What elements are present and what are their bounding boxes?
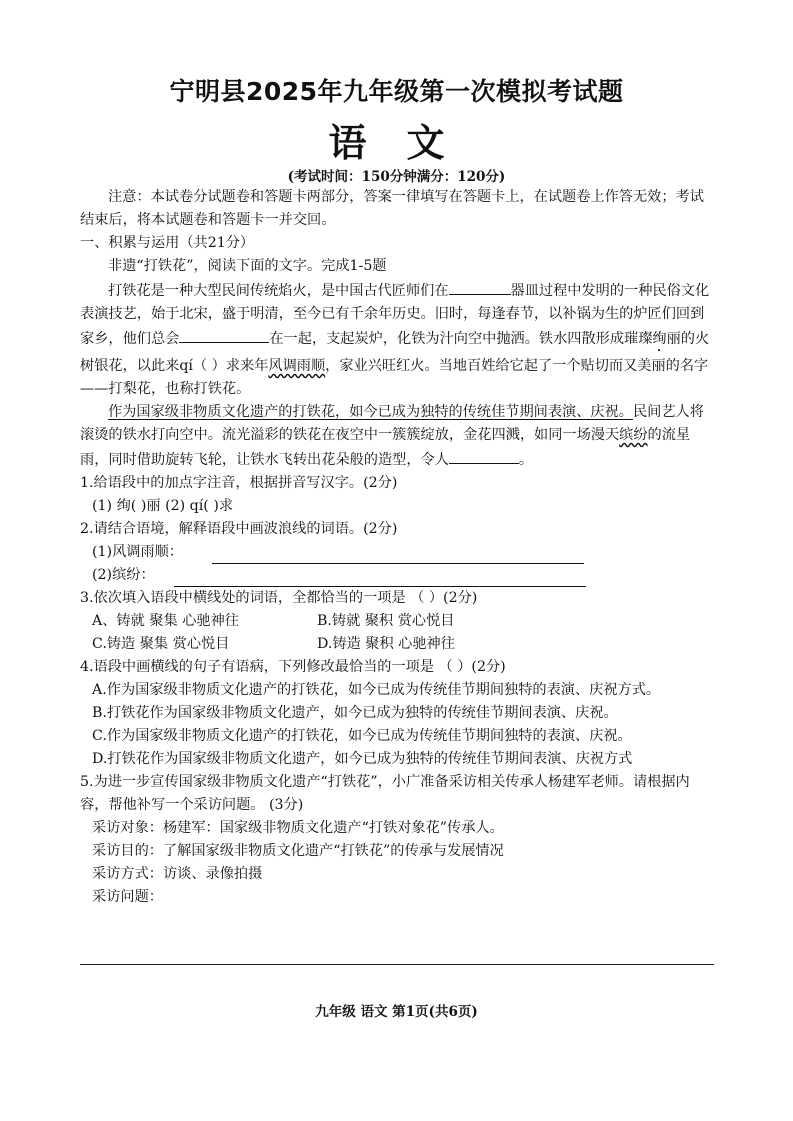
exam-notice: 注意：本试卷分试题卷和答题卡两部分，答案一律填写在答题卡上，在试题卷上作答无效；考试结束后，将本试题卷和答题卡一并交回。 <box>80 189 704 228</box>
fill-blank-2 <box>179 326 269 343</box>
answer-line <box>212 545 584 564</box>
question-1-items: (1) 绚( )丽 (2) qí( )求 <box>92 498 234 514</box>
question-4-option-b: B.打铁花作为国家级非物质文化遗产，如今已成为独特的传统佳节期间表演、庆祝。 <box>92 705 618 721</box>
text-run: 。 <box>518 452 534 468</box>
reading-paragraph-1 <box>80 278 712 401</box>
question-2-item-2 <box>80 564 712 587</box>
question-4-option-a: A.作为国家级非物质文化遗产的打铁花，如今已成为传统佳节期间独特的表演、庆祝方式。 <box>92 682 661 698</box>
item-label: (2)缤纷： <box>92 567 155 583</box>
text-run: 打铁花是一种大型民间传统焰火，是中国古代匠师们在 <box>108 283 449 299</box>
text-run: 在一起，支起炭炉，化铁为汁向空中抛洒。铁水四散形成璀璨 <box>269 331 653 347</box>
option-a: A、铸就 聚集 心驰神往 <box>92 613 239 629</box>
exam-time-info: (考试时间：150分钟满分：120分) <box>287 169 506 185</box>
question-4: 4.语段中画横线的句子有语病，下列修改最恰当的一项是 （ ）(2分) <box>80 659 506 675</box>
answer-line <box>174 568 586 587</box>
question-3-options-row-1 <box>80 610 712 633</box>
reading-paragraph-2 <box>80 401 712 472</box>
subject-title: 语文 <box>328 121 485 165</box>
wavy-phrase: 风调雨顺 <box>268 358 326 374</box>
text-run: （ ）求来年 <box>192 358 269 374</box>
interview-purpose: 采访目的：了解国家级非物质文化遗产“打铁花”的传承与发展情况 <box>92 843 504 859</box>
exam-title: 宁明县2025年九年级第一次模拟考试题 <box>169 77 624 106</box>
question-5: 5.为进一步宣传国家级非物质文化遗产“打铁花”，小广准备采访相关传承人杨建军老师。请根据内容，帮他补写一个采访问题。 (3分) <box>80 774 690 813</box>
section-heading: 一、积累与运用（共21分） <box>80 235 255 251</box>
question-4-option-d: D.打铁花作为国家级非物质文化遗产，如今已成为独特的传统佳节期间表演、庆祝方式 <box>92 751 633 767</box>
interview-method: 采访方式：访谈、录像拍摄 <box>92 866 263 882</box>
pinyin-text: qí <box>179 358 193 374</box>
wavy-phrase: 缤纷 <box>619 427 648 443</box>
fill-blank-1 <box>449 278 511 295</box>
option-d: D.铸造 聚积 心驰神往 <box>317 636 455 652</box>
question-4-option-c: C.作为国家级非物质文化遗产的打铁花，如今已成为传统佳节期间独特的表演、庆祝。 <box>92 728 632 744</box>
fill-blank-3 <box>449 447 519 464</box>
interview-question: 采访问题： <box>92 889 163 905</box>
text-run: ，家业兴旺红火。当地百姓给它起了一个贴切而又美丽的名字——打梨花，也称打铁花。 <box>80 358 709 397</box>
option-c: C.铸造 聚集 赏心悦目 <box>92 636 230 652</box>
footer-divider <box>80 964 714 965</box>
reading-intro: 非遗“打铁花”，阅读下面的文字。完成1-5题 <box>108 258 387 274</box>
dotted-char: 绚 <box>652 331 667 347</box>
option-b: B.铸就 聚积 赏心悦目 <box>317 613 455 629</box>
item-label: (1)风调雨顺： <box>92 544 184 560</box>
question-3-options-row-2 <box>80 633 712 656</box>
text-run: 民间艺人将滚烫的铁水打向空中。流光溢彩的铁花在夜空中一簇簇绽放，金花四溅，如同一场漫天 <box>80 404 704 443</box>
question-1: 1.给语段中的加点字注音，根据拼音写汉字。(2分) <box>80 475 398 491</box>
text-run: 的流星雨，同时借助旋转飞轮，让铁水飞转出花朵般的造型，令人 <box>80 427 691 468</box>
text-run: 器皿过程中发明的一种民俗文化表演技艺，始于北宋，盛于明清，至今已有千余年历史。旧时，每逢春节，以补锅为生的炉匠们回到家乡，他们总会 <box>80 283 710 347</box>
question-2: 2.请结合语境，解释语段中画波浪线的词语。(2分) <box>80 521 398 537</box>
question-3: 3.依次填入语段中横线处的词语，全都恰当的一项是 （ ）(2分) <box>80 590 478 606</box>
exam-content <box>80 186 712 909</box>
page-footer: 九年级 语文 第1页(共6页) <box>315 1004 478 1020</box>
question-2-item-1 <box>80 541 712 564</box>
text-run: 丽的火树银花，以此来 <box>80 331 710 374</box>
interview-object: 采访对象：杨建军：国家级非物质文化遗产“打铁对象花”传承人。 <box>92 820 504 836</box>
underlined-sentence: 作为国家级非物质文化遗产的打铁花，如今已成为独特的传统佳节期间表演、庆祝。 <box>108 404 633 420</box>
